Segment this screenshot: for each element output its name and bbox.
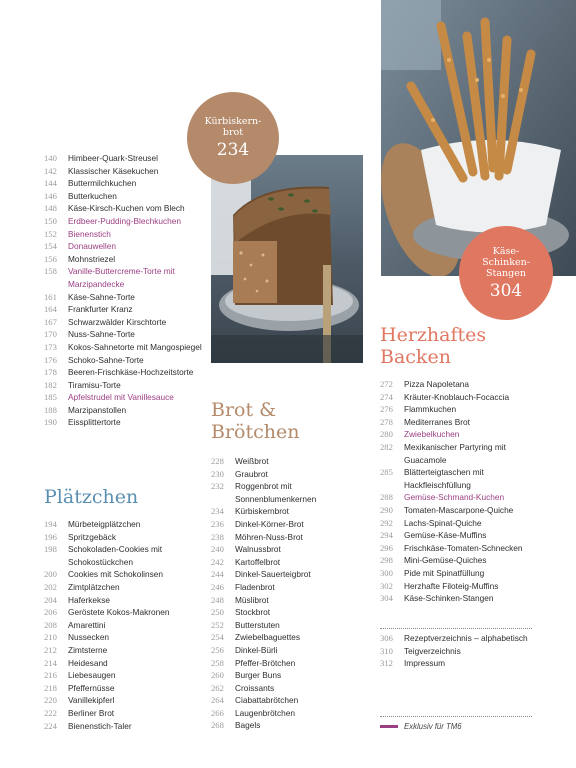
recipe-name: Müslibrot	[235, 594, 269, 605]
page-number: 230	[211, 468, 224, 479]
recipe-entry[interactable]	[380, 657, 540, 670]
recipe-name: Butterkuchen	[68, 190, 117, 201]
recipe-name: Geröstete Kokos-Makronen	[68, 607, 170, 618]
page-number: 158	[44, 266, 57, 277]
recipe-name: Beeren-Frischkäse-Hochzeitstorte	[68, 367, 194, 378]
page-number: 176	[44, 354, 57, 365]
recipe-entry[interactable]	[211, 518, 371, 531]
recipe-entry[interactable]	[44, 303, 204, 316]
recipe-entry[interactable]	[211, 505, 371, 518]
recipe-entry[interactable]	[380, 542, 540, 555]
recipe-name: Spritzgebäck	[68, 531, 116, 542]
page-number: 236	[211, 518, 224, 529]
badge-kuerbiskernbrot-page: 234	[216, 140, 250, 160]
page-number: 214	[44, 657, 57, 668]
page-number: 146	[44, 190, 57, 201]
recipe-name: Liebesaugen	[68, 670, 116, 681]
bread-photo	[211, 155, 363, 363]
recipe-entry[interactable]	[44, 518, 204, 531]
plaetzchen-list	[44, 518, 204, 732]
recipe-name: Butterstuten	[235, 619, 280, 630]
page-number: 156	[44, 253, 57, 264]
recipe-name: Erdbeer-Pudding-Blechkuchen	[68, 215, 182, 226]
recipe-entry[interactable]	[44, 682, 204, 695]
recipe-name: Apfelstrudel mit Vanillesauce	[68, 392, 174, 403]
recipe-entry[interactable]	[44, 568, 204, 581]
recipe-name: Stockbrot	[235, 607, 271, 618]
recipe-name: Zwiebelbaguettes	[235, 632, 301, 643]
recipe-entry[interactable]	[44, 669, 204, 682]
recipe-name: Kräuter-Knoblauch-Focaccia	[404, 391, 510, 402]
page-number: 282	[380, 441, 393, 452]
recipe-name: Blätterteigtaschen mit Hackfleischfüllung	[404, 467, 484, 490]
page-number: 140	[44, 153, 57, 163]
recipe-name: Eissplittertorte	[68, 417, 121, 428]
recipe-name: Kartoffelbrot	[235, 556, 281, 567]
page-number: 178	[44, 367, 57, 378]
recipe-entry[interactable]	[211, 455, 371, 468]
page-number: 276	[380, 404, 393, 415]
recipe-name: Kürbiskernbrot	[235, 506, 289, 517]
page-number: 262	[211, 682, 224, 693]
recipe-entry[interactable]	[211, 543, 371, 556]
badge-kuerbiskernbrot-name: Kürbiskern-brot	[204, 116, 262, 138]
recipe-name: Schwarzwälder Kirschtorte	[68, 316, 167, 327]
page-number: 292	[380, 517, 393, 528]
page-number: 240	[211, 544, 224, 555]
page-number: 256	[211, 644, 224, 655]
recipe-name: Dinkel-Körner-Brot	[235, 518, 304, 529]
page-number: 206	[44, 607, 57, 618]
page-number: 250	[211, 607, 224, 618]
page-number: 208	[44, 619, 57, 630]
recipe-entry[interactable]	[380, 580, 540, 593]
recipe-entry[interactable]	[44, 152, 204, 165]
recipe-name: Buttermilchkuchen	[68, 178, 137, 189]
page-number: 232	[211, 481, 224, 492]
recipe-name: Donauwellen	[68, 241, 116, 252]
page-number: 202	[44, 581, 57, 592]
recipe-entry[interactable]	[44, 316, 204, 329]
recipe-entry[interactable]	[211, 682, 371, 695]
page-number: 148	[44, 203, 57, 214]
recipe-name: Lachs-Spinat-Quiche	[404, 517, 482, 528]
divider-bottom	[380, 716, 532, 717]
page-number: 266	[211, 707, 224, 718]
recipe-entry[interactable]	[380, 403, 540, 416]
page-number: 228	[211, 456, 224, 466]
page-number: 204	[44, 594, 57, 605]
recipe-name: Himbeer-Quark-Streusel	[68, 153, 158, 163]
heading-plaetzchen: Plätzchen	[44, 486, 139, 508]
page-number: 218	[44, 682, 57, 693]
page-number: 190	[44, 417, 57, 428]
recipe-name: Bienenstich	[68, 228, 111, 239]
recipe-name: Klassischer Käsekuchen	[68, 165, 159, 176]
recipe-name: Schokoladen-Cookies mit Schokostückchen	[68, 544, 163, 567]
recipe-name: Cookies mit Schokolinsen	[68, 569, 163, 580]
recipe-name: Laugenbrötchen	[235, 707, 295, 718]
recipe-entry[interactable]	[380, 592, 540, 605]
recipe-entry[interactable]	[211, 531, 371, 544]
recipe-name: Flammkuchen	[404, 404, 457, 415]
recipe-entry[interactable]	[211, 480, 371, 505]
recipe-name: Weißbrot	[235, 456, 269, 466]
recipe-name: Burger Buns	[235, 670, 282, 681]
recipe-entry[interactable]	[211, 631, 371, 644]
recipe-name: Walnussbrot	[235, 544, 281, 555]
recipe-name: Zimtsterne	[68, 644, 108, 655]
page-number: 288	[380, 492, 393, 503]
recipe-name: Roggenbrot mit Sonnenblumenkernen	[235, 481, 317, 504]
recipe-name: Tomaten-Mascarpone-Quiche	[404, 504, 514, 515]
recipe-name: Gemüse-Schmand-Kuchen	[404, 492, 505, 503]
recipe-entry[interactable]	[380, 529, 540, 542]
recipe-name: Nuss-Sahne-Torte	[68, 329, 135, 340]
recipe-entry[interactable]	[211, 556, 371, 569]
recipe-entry[interactable]	[44, 619, 204, 632]
recipe-entry[interactable]	[44, 354, 204, 367]
recipe-entry[interactable]	[211, 719, 371, 732]
recipe-entry[interactable]	[380, 466, 540, 491]
recipe-name: Mexikanischer Partyring mit Guacamole	[404, 441, 506, 465]
recipe-name: Rezeptverzeichnis – alphabetisch	[404, 633, 528, 643]
page-number: 310	[380, 645, 393, 656]
recipe-name: Mürbeteigplätzchen	[68, 519, 141, 529]
recipe-name: Nussecken	[68, 632, 110, 643]
heading-brot	[211, 399, 299, 443]
recipe-entry[interactable]	[380, 416, 540, 429]
recipe-entry[interactable]	[44, 253, 204, 266]
page-number: 298	[380, 555, 393, 566]
page-number: 164	[44, 304, 57, 315]
page-number: 264	[211, 695, 224, 706]
recipe-entry[interactable]	[44, 657, 204, 670]
recipe-name: Fladenbrot	[235, 581, 275, 592]
recipe-entry[interactable]	[44, 631, 204, 644]
page-number: 294	[380, 530, 393, 541]
recipe-entry[interactable]	[44, 694, 204, 707]
page-number: 242	[211, 556, 224, 567]
recipe-entry[interactable]	[44, 594, 204, 607]
divider-top	[380, 628, 532, 629]
recipe-name: Haferkekse	[68, 594, 110, 605]
recipe-entry[interactable]	[44, 240, 204, 253]
recipe-name: Amarettini	[68, 619, 106, 630]
page-number: 254	[211, 632, 224, 643]
recipe-name: Käse-Sahne-Torte	[68, 291, 135, 302]
recipe-entry[interactable]	[211, 707, 371, 720]
page-number: 272	[380, 379, 393, 389]
recipe-entry[interactable]	[44, 720, 204, 733]
page-number: 302	[380, 580, 393, 591]
recipe-name: Mohnstriezel	[68, 253, 116, 264]
recipe-entry[interactable]	[380, 645, 540, 658]
recipe-entry[interactable]	[380, 491, 540, 504]
page-number: 182	[44, 379, 57, 390]
recipe-entry[interactable]	[44, 581, 204, 594]
recipe-name: Graubrot	[235, 468, 268, 479]
page-number: 170	[44, 329, 57, 340]
page-number: 167	[44, 316, 57, 327]
page-number: 216	[44, 670, 57, 681]
recipe-entry[interactable]	[380, 517, 540, 530]
brot-list	[211, 455, 371, 732]
page-number: 238	[211, 531, 224, 542]
recipe-name: Pfeffernüsse	[68, 682, 115, 693]
recipe-entry[interactable]	[44, 328, 204, 341]
recipe-entry[interactable]	[211, 568, 371, 581]
page-number: 198	[44, 544, 57, 555]
page-number: 152	[44, 228, 57, 239]
page-number: 210	[44, 632, 57, 643]
page-number: 150	[44, 215, 57, 226]
recipe-entry[interactable]	[211, 619, 371, 632]
page-number: 234	[211, 506, 224, 517]
page-number: 312	[380, 658, 393, 669]
page-number: 300	[380, 567, 393, 578]
recipe-name: Marzipanstollen	[68, 404, 127, 415]
page-number: 173	[44, 341, 57, 352]
page-number: 278	[380, 416, 393, 427]
recipe-name: Herzhafte Filoteig-Muffins	[404, 580, 499, 591]
page-number: 220	[44, 695, 57, 706]
herzhaftes-list	[380, 378, 540, 605]
page-number: 222	[44, 707, 57, 718]
page-number: 260	[211, 670, 224, 681]
recipe-name: Croissants	[235, 682, 275, 693]
tm6-legend-swatch	[380, 725, 398, 728]
recipe-entry[interactable]	[211, 644, 371, 657]
page-number: 244	[211, 569, 224, 580]
badge-kaese-schinken-stangen[interactable]	[459, 226, 553, 320]
page-number: 144	[44, 178, 57, 189]
recipe-name: Pfeffer-Brötchen	[235, 657, 296, 668]
page-number: 200	[44, 569, 57, 580]
page-number: 285	[380, 467, 393, 478]
recipe-entry[interactable]	[44, 379, 204, 392]
recipe-entry[interactable]	[380, 504, 540, 517]
recipe-entry[interactable]	[211, 657, 371, 670]
recipe-entry[interactable]	[44, 366, 204, 379]
recipe-entry[interactable]	[44, 416, 204, 429]
page-number: 252	[211, 619, 224, 630]
recipe-name: Gemüse-Käse-Muffins	[404, 530, 487, 541]
heading-brot-line1: Brot &	[211, 399, 277, 421]
heading-herzhaftes-line1: Herzhaftes	[380, 324, 487, 346]
recipe-name: Käse-Schinken-Stangen	[404, 593, 494, 604]
page-number: 212	[44, 644, 57, 655]
page-number: 304	[380, 593, 393, 604]
recipe-entry[interactable]	[44, 531, 204, 544]
recipe-name: Pizza Napoletana	[404, 379, 470, 389]
page-number: 258	[211, 657, 224, 668]
recipe-name: Dinkel-Bürli	[235, 644, 278, 655]
recipe-name: Frischkäse-Tomaten-Schnecken	[404, 542, 523, 553]
recipe-name: Frankfurter Kranz	[68, 304, 133, 315]
recipe-name: Mini-Gemüse-Quiches	[404, 555, 487, 566]
recipe-entry[interactable]	[380, 554, 540, 567]
recipe-entry[interactable]	[380, 378, 540, 391]
badge-kaese-schinken-stangen-name: Käse-Schinken-Stangen	[482, 245, 530, 279]
page-number: 274	[380, 391, 393, 402]
recipe-name: Bagels	[235, 720, 261, 731]
recipe-name: Zwiebelkuchen	[404, 429, 460, 440]
recipe-entry[interactable]	[44, 202, 204, 215]
recipe-entry[interactable]	[211, 468, 371, 481]
page-number: 196	[44, 531, 57, 542]
page-number: 296	[380, 542, 393, 553]
recipe-name: Kokos-Sahnetorte mit Mangospiegel	[68, 341, 202, 352]
page-number: 194	[44, 519, 57, 529]
page-number: 188	[44, 404, 57, 415]
recipe-name: Vanillekipferl	[68, 695, 115, 706]
recipe-name: Tiramisu-Torte	[68, 379, 121, 390]
kuchen-list	[44, 152, 204, 429]
recipe-name: Pide mit Spinatfüllung	[404, 567, 485, 578]
heading-brot-line2: Brötchen	[211, 421, 300, 443]
recipe-name: Ciabattabrötchen	[235, 695, 299, 706]
recipe-name: Impressum	[404, 658, 446, 669]
badge-kaese-schinken-stangen-page: 304	[489, 280, 523, 301]
recipe-entry[interactable]	[211, 581, 371, 594]
recipe-entry[interactable]	[380, 567, 540, 580]
recipe-entry[interactable]	[44, 228, 204, 241]
page-number: 246	[211, 581, 224, 592]
heading-herzhaftes-line2: Backen	[380, 346, 451, 368]
recipe-name: Teigverzeichnis	[404, 645, 461, 656]
recipe-name: Bienenstich-Taler	[68, 720, 132, 731]
recipe-entry[interactable]	[44, 606, 204, 619]
recipe-entry[interactable]	[44, 707, 204, 720]
heading-herzhaftes	[380, 324, 486, 368]
recipe-entry[interactable]	[44, 291, 204, 304]
recipe-entry[interactable]	[211, 694, 371, 707]
recipe-entry[interactable]	[44, 644, 204, 657]
page-number: 290	[380, 504, 393, 515]
page-number: 224	[44, 720, 57, 731]
page-number: 248	[211, 594, 224, 605]
anhang-list	[380, 632, 540, 670]
recipe-entry[interactable]	[44, 215, 204, 228]
recipe-entry[interactable]	[211, 669, 371, 682]
recipe-entry[interactable]	[44, 265, 204, 290]
recipe-name: Möhren-Nuss-Brot	[235, 531, 303, 542]
recipe-entry[interactable]	[44, 404, 204, 417]
recipe-name: Zimtplätzchen	[68, 581, 120, 592]
page-number: 306	[380, 633, 393, 643]
recipe-name: Mediterranes Brot	[404, 416, 470, 427]
recipe-entry[interactable]	[211, 606, 371, 619]
legend-label: Exklusiv für TM6	[404, 722, 462, 731]
legend	[380, 722, 462, 731]
page-number: 268	[211, 720, 224, 731]
recipe-name: Käse-Kirsch-Kuchen vom Blech	[68, 203, 185, 214]
recipe-name: Berliner Brot	[68, 707, 115, 718]
recipe-entry[interactable]	[44, 190, 204, 203]
page-number: 185	[44, 392, 57, 403]
recipe-entry[interactable]	[380, 632, 540, 645]
recipe-entry[interactable]	[380, 441, 540, 466]
recipe-name: Dinkel-Sauerteigbrot	[235, 569, 311, 580]
recipe-entry[interactable]	[44, 165, 204, 178]
recipe-entry[interactable]	[44, 391, 204, 404]
page-number: 280	[380, 429, 393, 440]
recipe-entry[interactable]	[44, 543, 204, 568]
recipe-entry[interactable]	[380, 428, 540, 441]
recipe-name: Vanille-Buttercreme-Torte mit Marzipandecke	[68, 266, 175, 289]
page-number: 154	[44, 241, 57, 252]
recipe-entry[interactable]	[211, 594, 371, 607]
recipe-entry[interactable]	[380, 391, 540, 404]
page-number: 142	[44, 165, 57, 176]
recipe-entry[interactable]	[44, 341, 204, 354]
recipe-name: Schoko-Sahne-Torte	[68, 354, 144, 365]
recipe-name: Heidesand	[68, 657, 108, 668]
page-number: 161	[44, 291, 57, 302]
recipe-entry[interactable]	[44, 177, 204, 190]
